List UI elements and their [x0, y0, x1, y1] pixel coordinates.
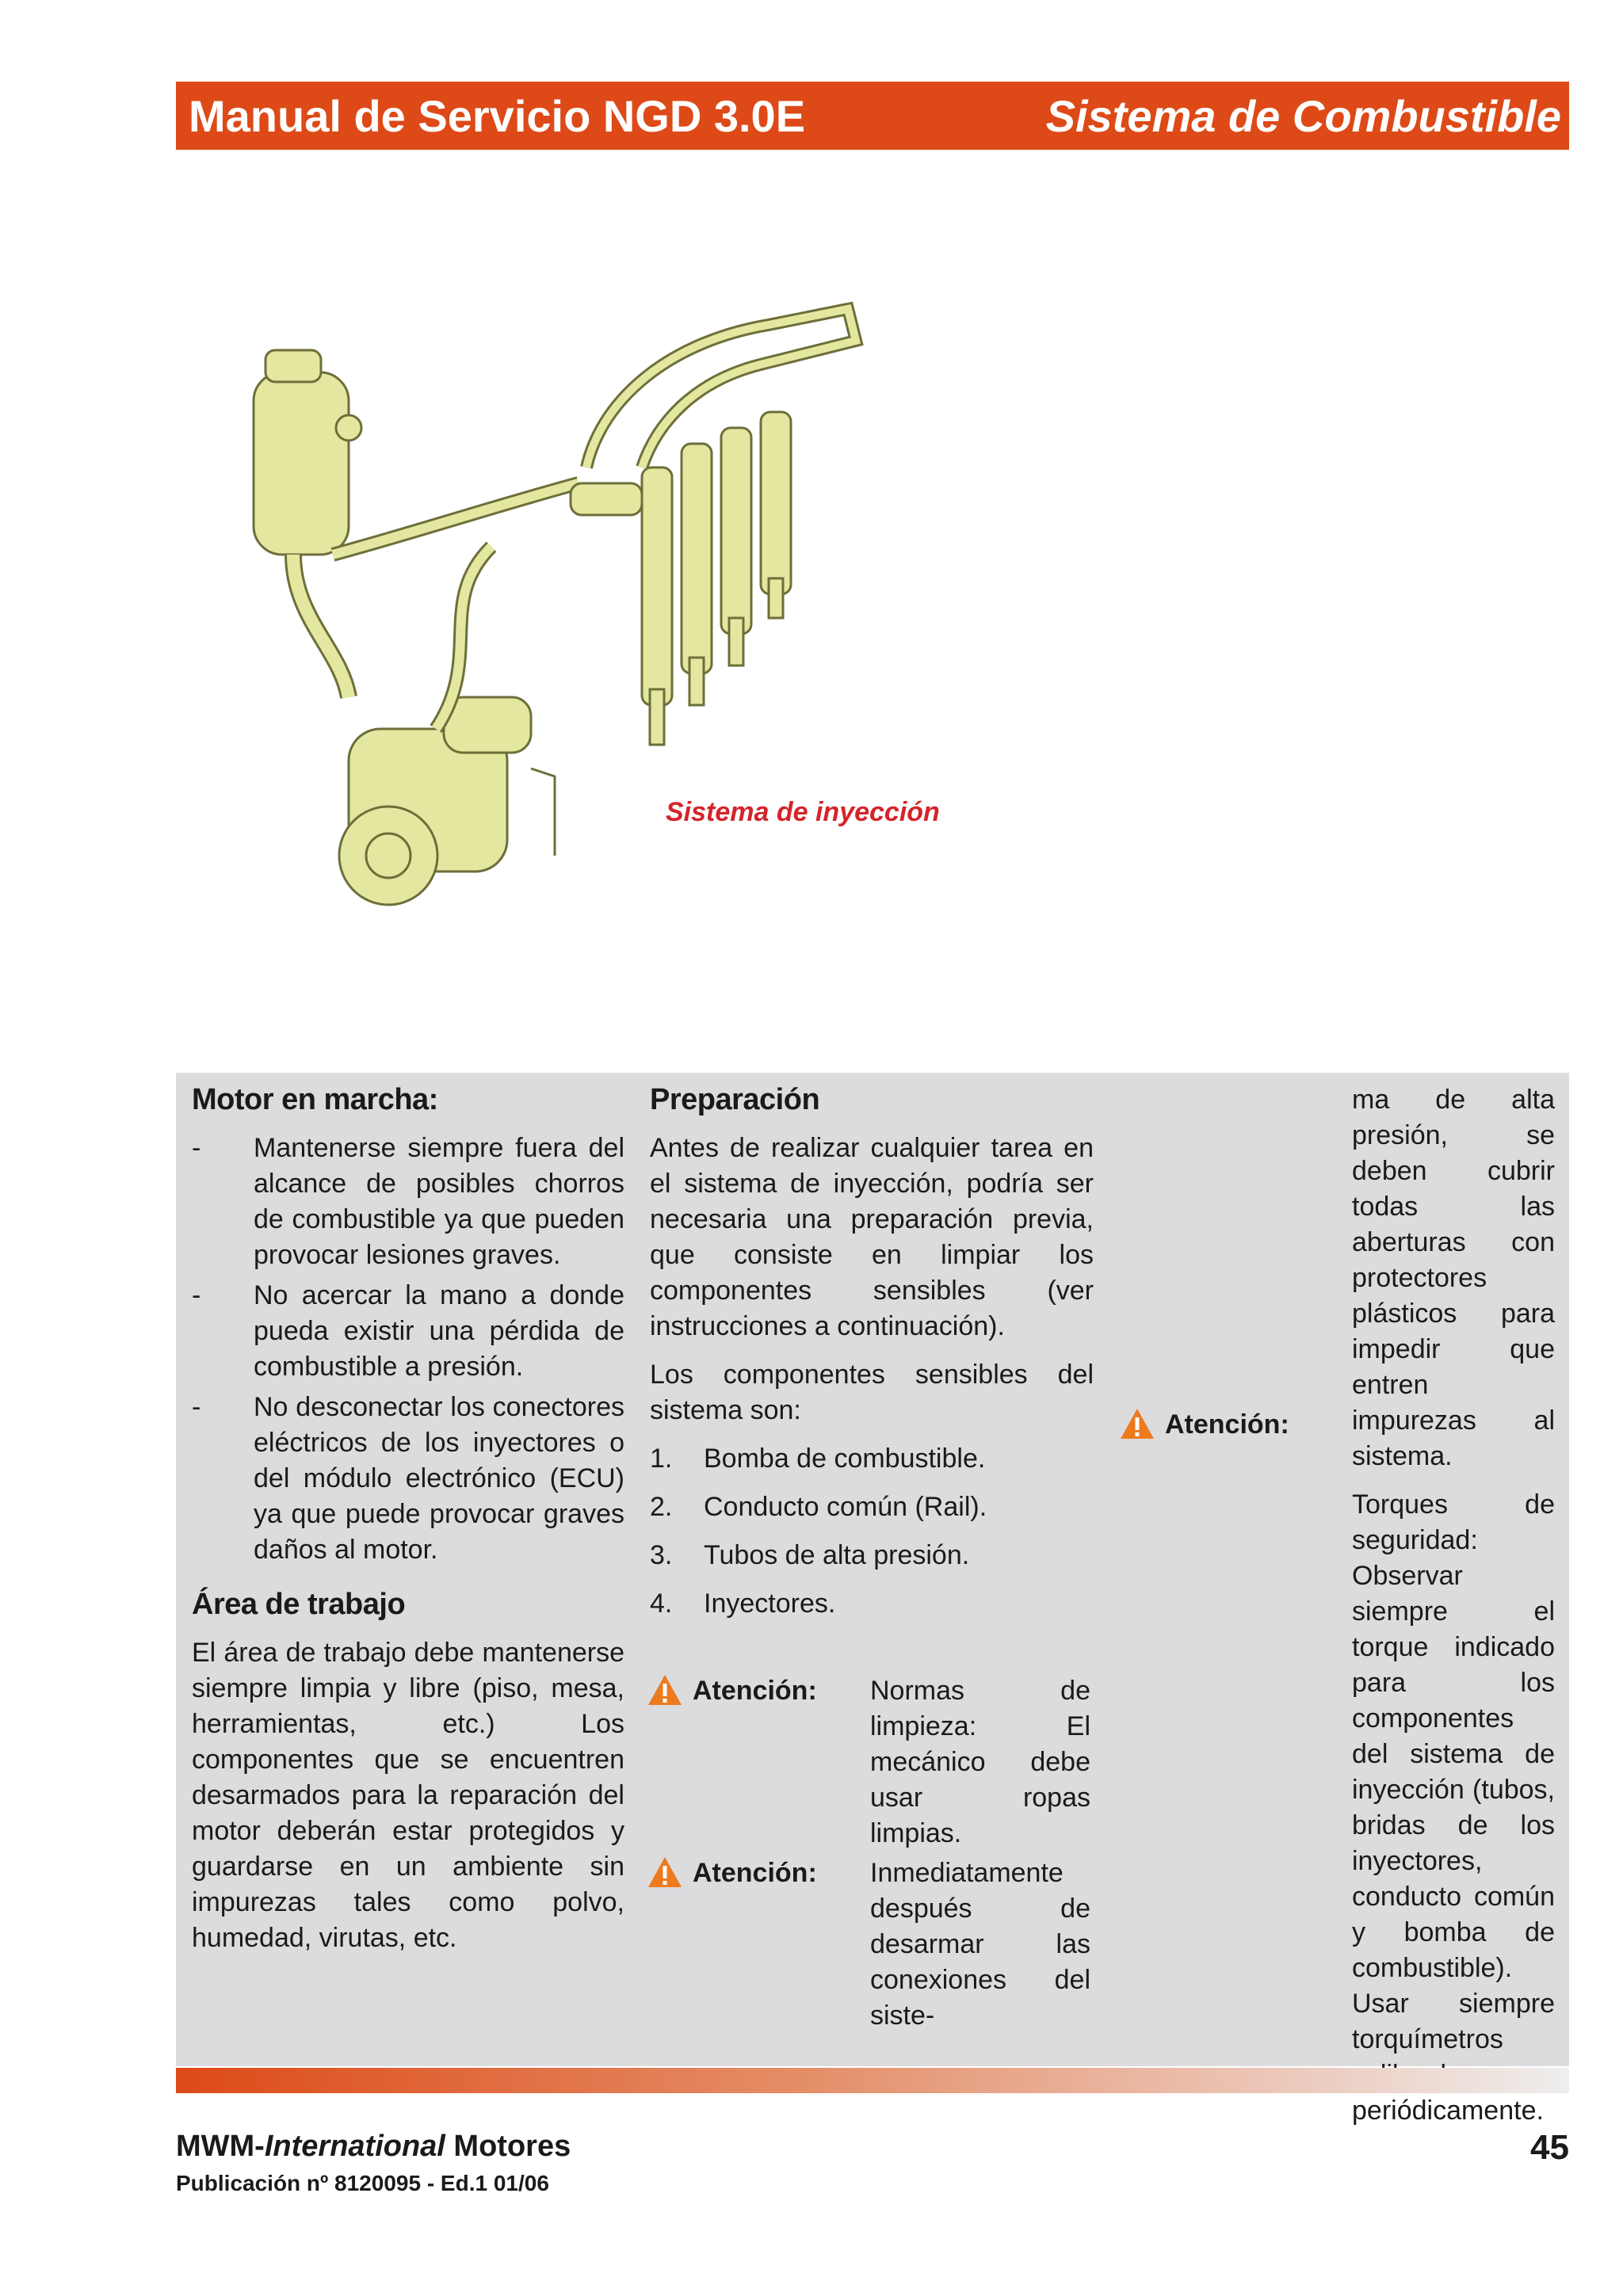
content-panel	[176, 1073, 1569, 2126]
list-item: 3. Tubos de alta presión.	[650, 1540, 970, 1570]
attention-note-openings	[647, 1855, 1095, 2034]
page-number: 45	[1530, 2128, 1569, 2167]
attention-note-cleanliness	[647, 1673, 1095, 1852]
attention-label: Atención:	[1165, 1409, 1289, 1440]
heading-work-area: Área de trabajo	[192, 1588, 406, 1621]
heading-preparation: Preparación	[650, 1083, 820, 1116]
manual-title: Manual de Servicio NGD 3.0E	[189, 90, 806, 141]
list-item: 4. Inyectores.	[650, 1589, 836, 1619]
column-4	[1352, 1082, 1555, 2142]
warning-icon	[647, 1855, 683, 1889]
header-bar	[176, 82, 1569, 150]
list-item: - No acercar la mano a donde pueda existir una pérdida de combustible a presión.	[192, 1280, 624, 1382]
components-intro: Los componentes sensibles del sistema son:	[650, 1360, 1094, 1425]
section-title: Sistema de Combustible	[1045, 90, 1561, 141]
openings-paragraph-continued: ma de alta presión, se deben cubrir todas las aberturas con protectores plásticos para impedir que entren impurezas al sistema.	[1352, 1085, 1555, 1471]
warning-icon	[1119, 1407, 1155, 1440]
heading-engine-running: Motor en marcha:	[192, 1083, 438, 1116]
list-item: - No desconectar los conectores eléctricos de los inyectores o del módulo electrónico (ECU) ya que puede provocar graves daños al motor.	[192, 1392, 624, 1565]
list-item: 2. Conducto común (Rail).	[650, 1492, 987, 1522]
attention-text: Normas de limpieza: El mecánico debe usar ropas limpias.	[870, 1676, 1090, 1848]
torque-paragraph: Torques de seguridad: Observar siempre el torque indicado para los componentes del sistema de inyección (tubos, bridas de los inyectores, conducto común y bomba de combustible). Usar siempre torquímetros periódicamente.	[1352, 1489, 1555, 2126]
footer-gradient-bar	[176, 2068, 1569, 2093]
attention-label: Atención:	[693, 1676, 817, 1706]
injector	[761, 412, 791, 594]
work-area-paragraph: El área de trabajo debe mantenerse siempre limpia y libre (piso, mesa, herramientas, etc.) Los componentes que se encuentren desarmados para la reparación del motor deberán estar protegidos y guardarse en un ambiente sin impurezas tales como polvo, humedad, virutas, etc.	[192, 1638, 624, 1953]
list-item: 1. Bomba de combustible.	[650, 1444, 986, 1474]
warning-icon	[647, 1673, 683, 1707]
figure-caption: Sistema de inyección	[666, 797, 940, 827]
injector	[682, 444, 712, 673]
attention-label: Atención:	[693, 1858, 817, 1888]
preparation-paragraph: Antes de realizar cualquier tarea en el sistema de inyección, podría ser necesaria una preparación previa, que consiste en limpiar los componentes sensibles (ver instrucciones a continuación).	[650, 1133, 1094, 1341]
injector	[721, 428, 751, 634]
column-2	[650, 1082, 1094, 1634]
attention-note-torque	[1119, 1407, 1289, 1443]
attention-text: Inmediatamente después de desarmar las conexiones del siste-	[870, 1858, 1090, 2031]
list-item: - Mantenerse siempre fuera del alcance de posibles chorros de combustible ya que pueden provocar lesiones graves.	[192, 1133, 624, 1270]
injector	[642, 467, 672, 705]
publication-info: Publicación nº 8120095 - Ed.1 01/06	[176, 2171, 549, 2195]
column-1	[192, 1082, 624, 1969]
company-name: MWM-International Motores	[176, 2130, 571, 2163]
fuel-filter	[254, 372, 349, 555]
injection-system-illustration	[230, 285, 896, 951]
